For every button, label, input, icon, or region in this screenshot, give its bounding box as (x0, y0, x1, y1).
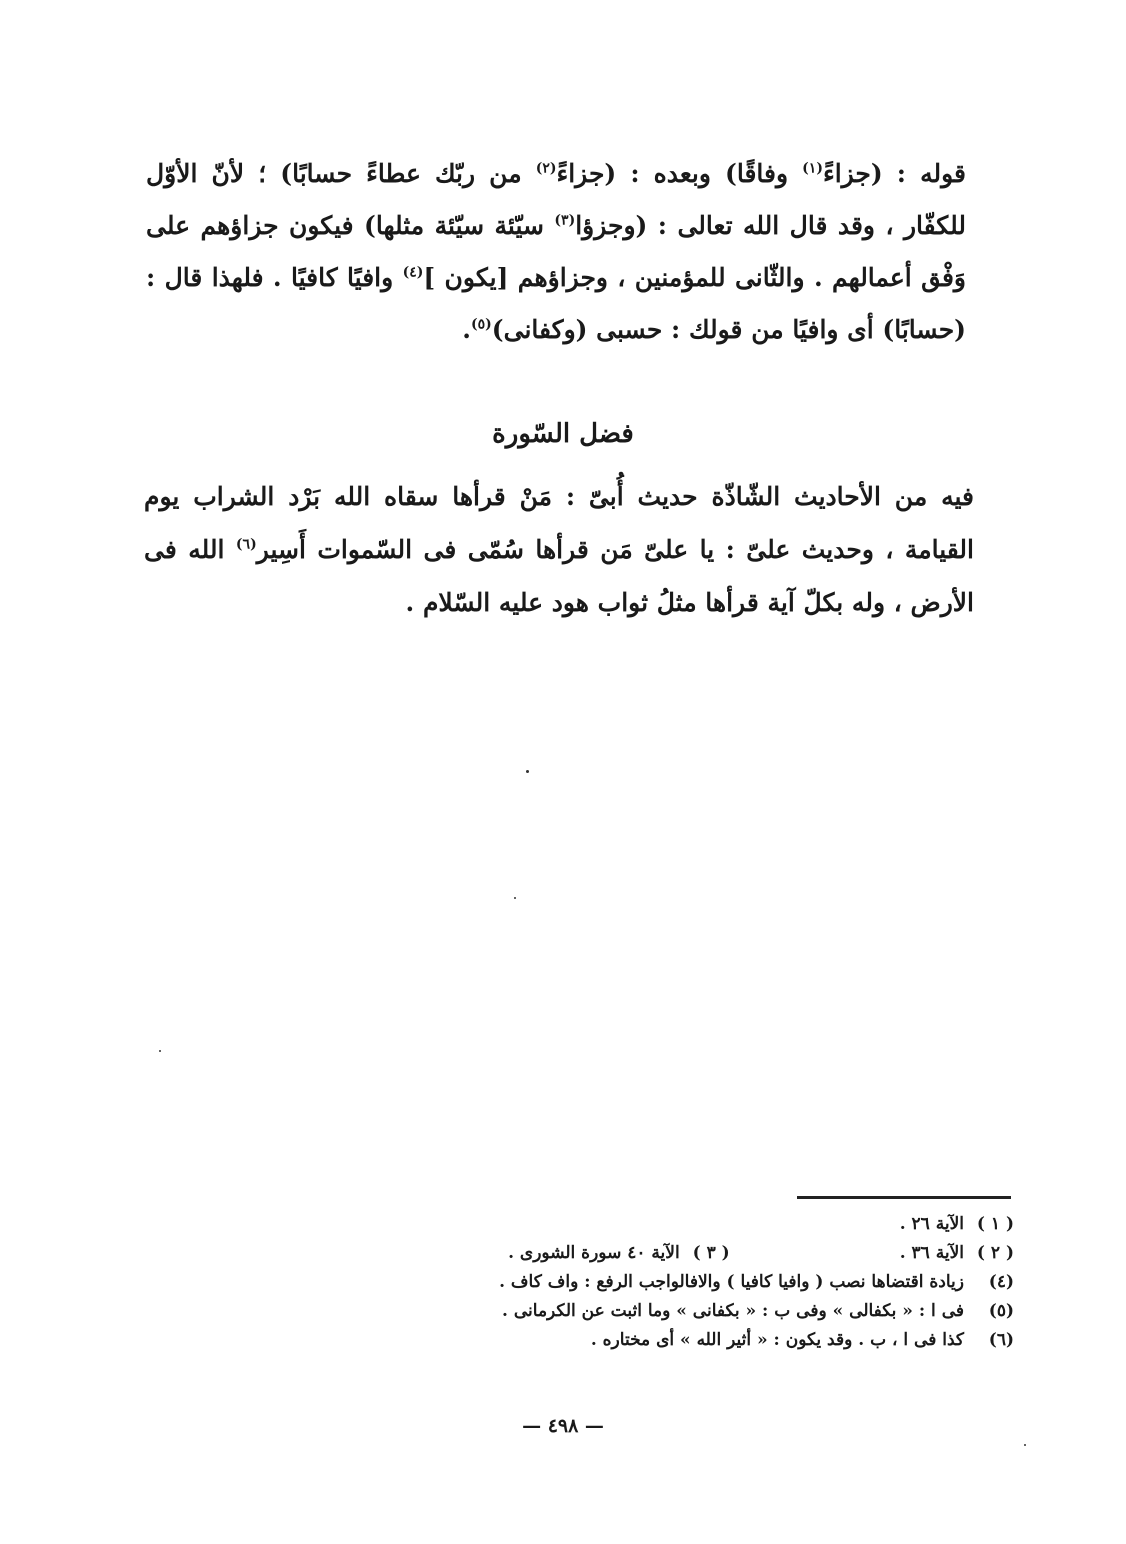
footnote-divider (797, 1196, 1011, 1199)
footnote-3-number: ( ٣ ) (692, 1243, 730, 1263)
footnotes (214, 1210, 1014, 1355)
footnote-2-number: ( ٢ ) (976, 1243, 1014, 1263)
footnote-ref-1[interactable]: (١) (802, 160, 823, 177)
p1-seg-4: سيّئة سيّئة مثلها) فيكون جزاؤهم على وَفْق أعمالهم . والثّانى للمؤمنين ، وجزاؤهم [يكون ] (146, 211, 966, 292)
scan-speck (526, 770, 529, 773)
p1-seg-3: من ربّك عطاءً حسابًا) ؛ لأنّ الأوّل للكفّار ، وقد قال الله تعالى : (وجزؤا (146, 159, 966, 240)
footnote-ref-4[interactable]: (٤) (402, 264, 424, 281)
footnote-1 (214, 1210, 1014, 1239)
footnote-6 (214, 1326, 1014, 1355)
footnote-ref-5[interactable]: (٥) (471, 316, 492, 333)
p2-seg-1: فيه من الأحاديث الشّاذّة حديث أُبىّ : مَنْ قرأها سقاه الله بَرْد الشراب يوم القيامة ، وحديث علىّ : يا علىّ مَن قرأها سُمّى فى السّموات أَسِير (144, 482, 974, 564)
footnote-1-number: ( ١ ) (976, 1214, 1014, 1234)
footnote-6-number: (٦) (988, 1330, 1014, 1350)
p2-seg-2: الله فى الأرض ، وله بكلّ آية قرأها مثلُ ثواب هود عليه السّلام . (144, 535, 974, 617)
footnote-3-text: الآية ٤٠ سورة الشورى . (508, 1243, 680, 1263)
footnote-6-text: كذا فى ا ، ب . وقد يكون : « أثير الله » أى مختاره . (590, 1330, 964, 1350)
scan-speck (159, 1050, 161, 1052)
main-paragraph-2 (144, 470, 974, 629)
section-heading: فضل السّورة (492, 419, 634, 449)
footnote-ref-6[interactable]: (٦) (235, 536, 257, 553)
paragraph-2-text (144, 470, 974, 629)
footnote-4 (214, 1268, 1014, 1297)
footnote-5 (214, 1297, 1014, 1326)
scan-speck (1024, 1444, 1026, 1446)
scan-speck (514, 897, 516, 899)
main-paragraph-1 (146, 148, 966, 356)
footnote-2-text: الآية ٣٦ . (899, 1243, 964, 1263)
p1-seg-2: وفاقًا) وبعده : (جزاءً (556, 159, 803, 188)
p1-seg-5: وافيًا كافيًا . فلهذا قال : (حسابًا) أى وافيًا من قولك : حسبى (وكفانى) (146, 263, 966, 344)
page-number: — ٤٩٨ — (522, 1415, 604, 1437)
footnote-2-3 (214, 1239, 1014, 1268)
p1-seg-1: قوله : (جزاءً (822, 159, 966, 188)
paragraph-1-text (146, 148, 966, 356)
footnote-ref-3[interactable]: (٣) (554, 212, 576, 229)
footnote-1-text: الآية ٢٦ . (899, 1214, 964, 1234)
footnote-4-number: (٤) (988, 1272, 1014, 1292)
footnote-4-text: زيادة اقتضاها نصب ( وافيا كافيا ) والافالواجب الرفع : واف كاف . (499, 1272, 964, 1292)
footnote-5-number: (٥) (988, 1301, 1014, 1321)
p1-seg-6: . (462, 315, 471, 344)
footnote-ref-2[interactable]: (٢) (535, 160, 557, 177)
footnote-5-text: فى ا : « بكفالى » وفى ب : « بكفانى » وما اثبت عن الكرمانى . (502, 1301, 964, 1321)
